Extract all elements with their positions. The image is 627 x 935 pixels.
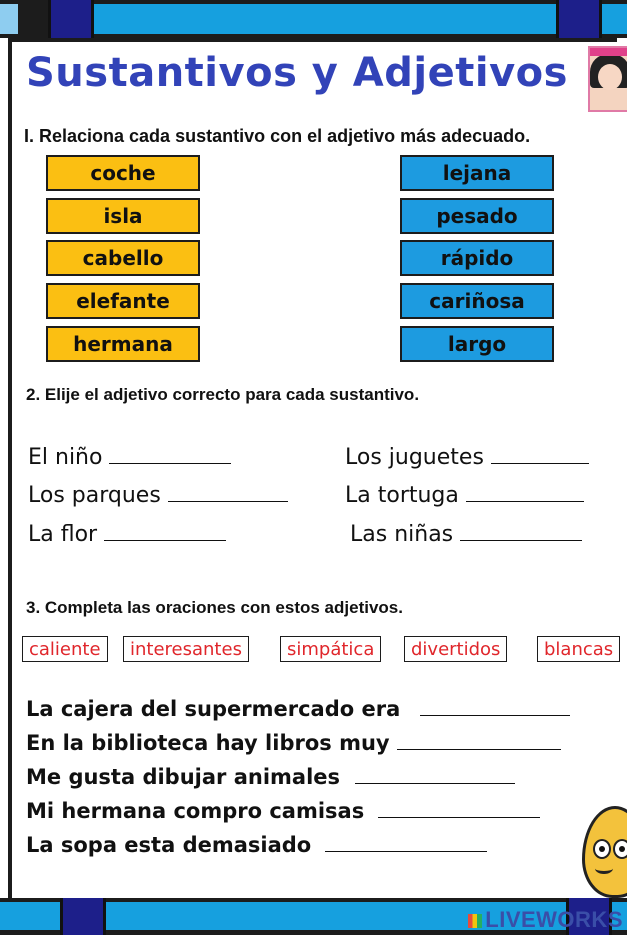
section2-instruction: 2. Elije el adjetivo correcto para cada sustantivo.	[26, 385, 420, 404]
noun-box[interactable]: cabello	[46, 240, 200, 276]
adjective-box[interactable]: cariñosa	[400, 283, 554, 319]
adjective-box[interactable]: lejana	[400, 155, 554, 191]
word-bank-chip[interactable]: interesantes	[123, 636, 249, 662]
word-bank-chip[interactable]: simpática	[280, 636, 381, 662]
answer-blank[interactable]	[378, 797, 540, 818]
noun-box[interactable]: coche	[46, 155, 200, 191]
section3-instruction: 3. Completa las oraciones con estos adjetivos.	[26, 598, 403, 617]
sentence-row	[26, 763, 515, 789]
noun-label: Los juguetes	[345, 445, 484, 470]
word-bank-chip[interactable]: blancas	[537, 636, 620, 662]
fill-row	[28, 520, 226, 547]
answer-blank[interactable]	[168, 481, 288, 502]
sentence-text: Mi hermana compro camisas	[26, 799, 365, 823]
fill-row	[350, 520, 582, 547]
noun-label: El niño	[28, 445, 103, 470]
answer-blank[interactable]	[397, 729, 561, 750]
noun-label: Los parques	[28, 483, 161, 508]
answer-blank[interactable]	[104, 520, 226, 541]
adjective-box[interactable]: rápido	[400, 240, 554, 276]
top-border	[0, 0, 627, 38]
sentence-text: La cajera del supermercado era	[26, 697, 401, 721]
fill-row	[28, 481, 288, 508]
word-bank-chip[interactable]: divertidos	[404, 636, 507, 662]
noun-label: La flor	[28, 522, 98, 547]
noun-box[interactable]: isla	[46, 198, 200, 234]
answer-blank[interactable]	[109, 443, 231, 464]
noun-label: La tortuga	[345, 483, 459, 508]
liveworksheets-logo: LIVEWORKS	[468, 907, 623, 933]
sentence-row	[26, 695, 570, 721]
teacher-avatar-icon	[588, 46, 627, 112]
sentence-text: Me gusta dibujar animales	[26, 765, 341, 789]
fill-row	[345, 481, 584, 508]
fill-row	[28, 443, 231, 470]
answer-blank[interactable]	[420, 695, 570, 716]
page-title: Sustantivos y Adjetivos	[26, 50, 568, 96]
answer-blank[interactable]	[325, 831, 487, 852]
answer-blank[interactable]	[466, 481, 584, 502]
adjective-box[interactable]: pesado	[400, 198, 554, 234]
noun-label: Las niñas	[350, 522, 454, 547]
answer-blank[interactable]	[355, 763, 515, 784]
fill-row	[345, 443, 589, 470]
sentence-row	[26, 831, 487, 857]
noun-box[interactable]: elefante	[46, 283, 200, 319]
word-bank-chip[interactable]: caliente	[22, 636, 108, 662]
sentence-text: La sopa esta demasiado	[26, 833, 312, 857]
section1-instruction: I. Relaciona cada sustantivo con el adjetivo más adecuado.	[24, 126, 531, 146]
sentence-row	[26, 729, 561, 755]
adjective-box[interactable]: largo	[400, 326, 554, 362]
noun-box[interactable]: hermana	[46, 326, 200, 362]
bottom-border	[0, 898, 627, 935]
answer-blank[interactable]	[460, 520, 582, 541]
sentence-row	[26, 797, 540, 823]
answer-blank[interactable]	[491, 443, 589, 464]
sentence-text: En la biblioteca hay libros muy	[26, 731, 390, 755]
